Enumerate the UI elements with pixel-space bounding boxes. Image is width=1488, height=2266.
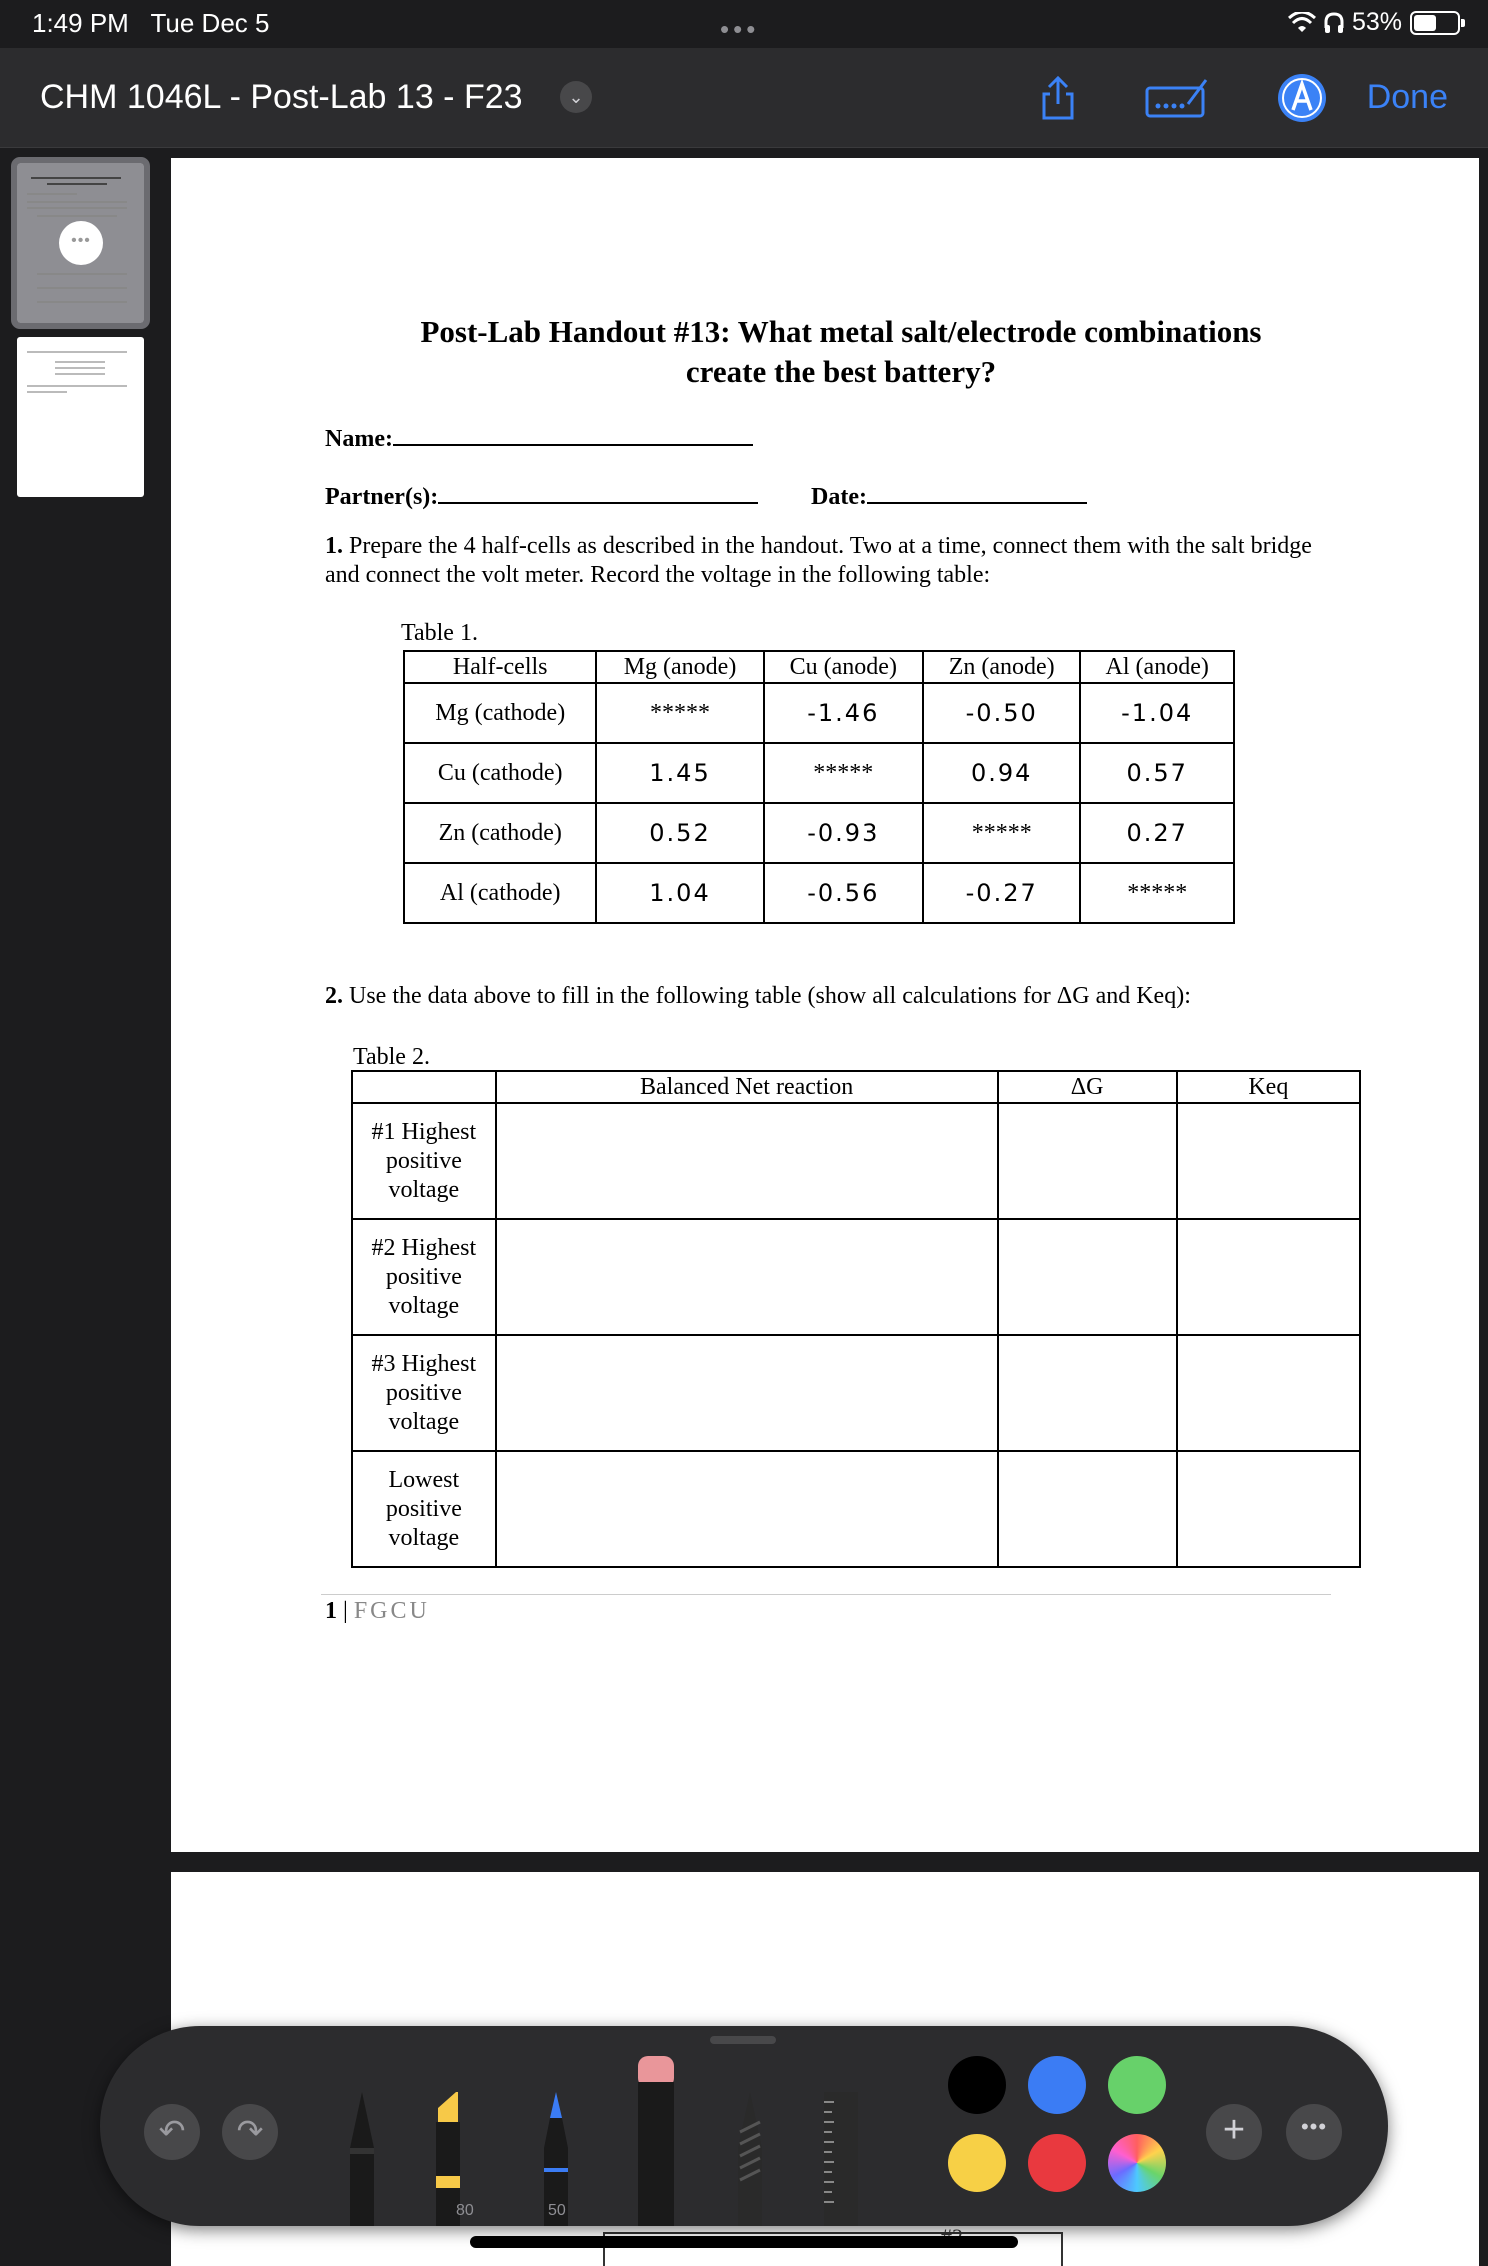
more-options-button[interactable]: ••• <box>1286 2104 1342 2160</box>
blue-color-swatch[interactable] <box>1028 2056 1086 2114</box>
pencil-width-label: 50 <box>548 2202 566 2219</box>
empty-cell[interactable] <box>998 1451 1177 1567</box>
handwritten-value: -0.56 <box>764 863 923 923</box>
red-color-swatch[interactable] <box>1028 2134 1086 2192</box>
table-1-caption: Table 1. <box>401 620 478 646</box>
table-header: ΔG <box>998 1071 1177 1103</box>
handwritten-value: 0.94 <box>923 743 1080 803</box>
row-label: Mg (cathode) <box>404 683 596 743</box>
table-header: Zn (anode) <box>923 651 1080 683</box>
document-page-1[interactable] <box>171 158 1479 1852</box>
empty-cell[interactable] <box>496 1451 998 1567</box>
table-cell: ***** <box>764 743 923 803</box>
handwritten-value: -1.46 <box>764 683 923 743</box>
name-field: Name: <box>325 422 753 453</box>
multitasking-dots[interactable]: ••• <box>720 14 760 44</box>
navigation-bar <box>0 48 1488 148</box>
handwritten-value: 1.04 <box>596 863 763 923</box>
table-row <box>404 803 1234 863</box>
wifi-icon <box>1288 12 1316 34</box>
green-color-swatch[interactable] <box>1108 2056 1166 2114</box>
empty-cell[interactable] <box>496 1219 998 1335</box>
page-thumbnail-sidebar <box>0 149 160 2266</box>
done-button[interactable]: Done <box>1366 78 1448 116</box>
table-2-caption: Table 2. <box>353 1044 430 1070</box>
empty-cell[interactable] <box>1177 1451 1360 1567</box>
table-row <box>352 1335 1360 1451</box>
row-label: Zn (cathode) <box>404 803 596 863</box>
empty-cell[interactable] <box>496 1103 998 1219</box>
document-title[interactable]: CHM 1046L - Post-Lab 13 - F23 <box>40 78 523 116</box>
table-header <box>352 1071 496 1103</box>
eraser-tool-icon[interactable] <box>636 2056 676 2226</box>
headphones-icon <box>1324 12 1344 34</box>
share-icon[interactable] <box>1034 74 1082 122</box>
handwritten-value: 0.57 <box>1080 743 1234 803</box>
row-label: #2 Highest positive voltage <box>352 1219 496 1335</box>
home-indicator[interactable] <box>470 2236 1018 2248</box>
chevron-down-icon[interactable]: ⌄ <box>560 81 592 113</box>
handwritten-value: -0.93 <box>764 803 923 863</box>
table-row <box>352 1103 1360 1219</box>
markup-toolbar-icon[interactable] <box>1144 74 1210 122</box>
table-row <box>352 1219 1360 1335</box>
table-header: Mg (anode) <box>596 651 763 683</box>
table-cell: ***** <box>923 803 1080 863</box>
row-label: Lowest positive voltage <box>352 1451 496 1567</box>
table-cell: ***** <box>1080 863 1234 923</box>
color-picker-swatch[interactable] <box>1108 2134 1166 2192</box>
empty-cell[interactable] <box>998 1335 1177 1451</box>
page-thumbnail-2[interactable] <box>17 337 144 497</box>
empty-cell[interactable] <box>1177 1219 1360 1335</box>
table-header-row <box>404 651 1234 683</box>
handwritten-value: -1.04 <box>1080 683 1234 743</box>
question-1: 1. Prepare the 4 half-cells as described in the handout. Two at a time, connect them with the salt bridge and connect the volt meter. Record the voltage in the following table: <box>325 533 1312 588</box>
table-header: Cu (anode) <box>764 651 923 683</box>
highlighter-width-label: 80 <box>456 2202 474 2219</box>
table-header: Keq <box>1177 1071 1360 1103</box>
redo-button[interactable]: ↷ <box>222 2104 278 2160</box>
handwritten-value: 1.45 <box>596 743 763 803</box>
toolbar-grabber[interactable] <box>710 2036 776 2044</box>
battery-percent: 53% <box>1351 8 1402 36</box>
undo-button[interactable]: ↶ <box>144 2104 200 2160</box>
row-label: #1 Highest positive voltage <box>352 1103 496 1219</box>
handwritten-value: 0.52 <box>596 803 763 863</box>
handwritten-value: -0.50 <box>923 683 1080 743</box>
date-field: Date: <box>811 480 1087 511</box>
partner-field: Partner(s): <box>325 480 758 511</box>
empty-cell[interactable] <box>1177 1335 1360 1451</box>
table-row <box>404 863 1234 923</box>
row-label: Al (cathode) <box>404 863 596 923</box>
pen-tool-icon[interactable] <box>344 2092 380 2226</box>
lasso-tool-icon[interactable] <box>732 2092 768 2226</box>
ruler-tool-icon[interactable] <box>820 2092 860 2226</box>
handwritten-value: 0.27 <box>1080 803 1234 863</box>
row-label: Cu (cathode) <box>404 743 596 803</box>
add-button[interactable]: + <box>1206 2104 1262 2160</box>
table-row <box>404 743 1234 803</box>
row-label: #3 Highest positive voltage <box>352 1335 496 1451</box>
empty-cell[interactable] <box>998 1103 1177 1219</box>
handout-heading: Post-Lab Handout #13: What metal salt/electrode combinations create the best battery? <box>420 314 1262 389</box>
reaction-table <box>351 1070 1361 1568</box>
thumbnail-more-button[interactable]: ••• <box>59 221 103 265</box>
page-thumbnail-1[interactable] <box>17 163 144 323</box>
table-cell: ***** <box>596 683 763 743</box>
handwritten-value: -0.27 <box>923 863 1080 923</box>
status-bar <box>0 0 1488 48</box>
empty-cell[interactable] <box>496 1335 998 1451</box>
yellow-color-swatch[interactable] <box>948 2134 1006 2192</box>
table-row <box>352 1451 1360 1567</box>
markup-pen-icon[interactable] <box>1276 72 1328 124</box>
page-footer: 1 | FGCU <box>325 1598 430 1624</box>
table-header-row <box>352 1071 1360 1103</box>
battery-level <box>1414 15 1436 31</box>
battery-icon <box>1410 11 1460 35</box>
status-indicators <box>1288 8 1460 37</box>
voltage-table <box>403 650 1235 924</box>
empty-cell[interactable] <box>1177 1103 1360 1219</box>
empty-cell[interactable] <box>998 1219 1177 1335</box>
status-time: 1:49 PM Tue Dec 5 <box>32 8 270 38</box>
table-header: Balanced Net reaction <box>496 1071 998 1103</box>
table-row <box>404 683 1234 743</box>
black-color-swatch[interactable] <box>948 2056 1006 2114</box>
table-header: Half-cells <box>404 651 596 683</box>
markup-toolbar <box>100 2026 1388 2226</box>
table-header: Al (anode) <box>1080 651 1234 683</box>
question-2: 2. Use the data above to fill in the following table (show all calculations for ΔG and Keq): <box>325 983 1191 1009</box>
footer-divider <box>321 1594 1331 1595</box>
